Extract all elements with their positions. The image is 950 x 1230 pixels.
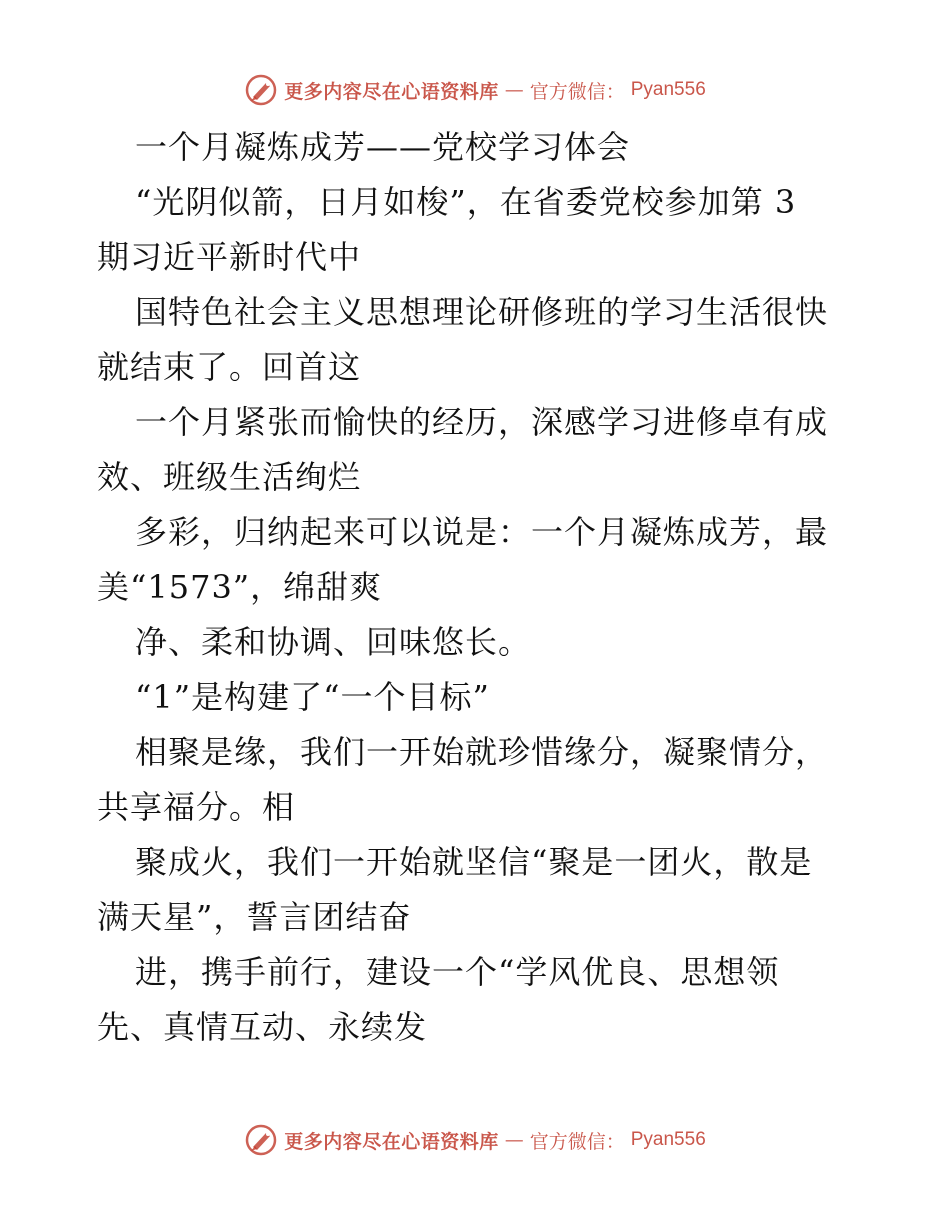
header-separator: — (504, 79, 524, 101)
footer-wechat-id: Pyan556 (630, 1129, 706, 1150)
text-line: 就结束了。回首这 (97, 348, 362, 386)
text-line: 聚成火，我们一开始就坚信“聚是一团火，散是 (135, 843, 813, 881)
document-body (97, 120, 857, 1055)
footer-wechat-label: 官方微信： (529, 1130, 625, 1153)
text-line: 一个月凝炼成芳——党校学习体会 (135, 128, 631, 166)
header-brand-text: 更多内容尽在心语资料库 (284, 80, 499, 103)
text-line: 共享福分。相 (97, 788, 296, 826)
text-line: 满天星”，誓言团结奋 (97, 898, 412, 936)
text-line: 美“1573”，绵甜爽 (97, 568, 383, 606)
header-wechat-label: 官方微信： (529, 80, 625, 103)
logo-icon (244, 1123, 278, 1157)
footer-separator: — (504, 1129, 524, 1151)
text-line: “光阴似箭，日月如梭”，在省委党校参加第 3 (135, 183, 797, 221)
text-line: 多彩，归纳起来可以说是：一个月凝炼成芳，最 (135, 513, 829, 551)
text-line: 国特色社会主义思想理论研修班的学习生活很快 (135, 293, 829, 331)
text-line: 一个月紧张而愉快的经历，深感学习进修卓有成 (135, 403, 829, 441)
text-line: 进，携手前行，建设一个“学风优良、思想领 (135, 953, 780, 991)
footer-brand-text: 更多内容尽在心语资料库 (284, 1130, 499, 1153)
text-line: 效、班级生活绚烂 (97, 458, 362, 496)
text-line: “1”是构建了“一个目标” (135, 678, 490, 716)
footer-watermark (0, 1120, 950, 1160)
text-line: 净、柔和协调、回味悠长。 (135, 623, 532, 661)
header-wechat-id: Pyan556 (630, 79, 706, 100)
header-watermark (0, 70, 950, 110)
text-line: 期习近平新时代中 (97, 238, 362, 276)
logo-icon (244, 73, 278, 107)
text-line: 相聚是缘，我们一开始就珍惜缘分，凝聚情分， (135, 733, 829, 771)
text-line: 先、真情互动、永续发 (97, 1008, 428, 1046)
